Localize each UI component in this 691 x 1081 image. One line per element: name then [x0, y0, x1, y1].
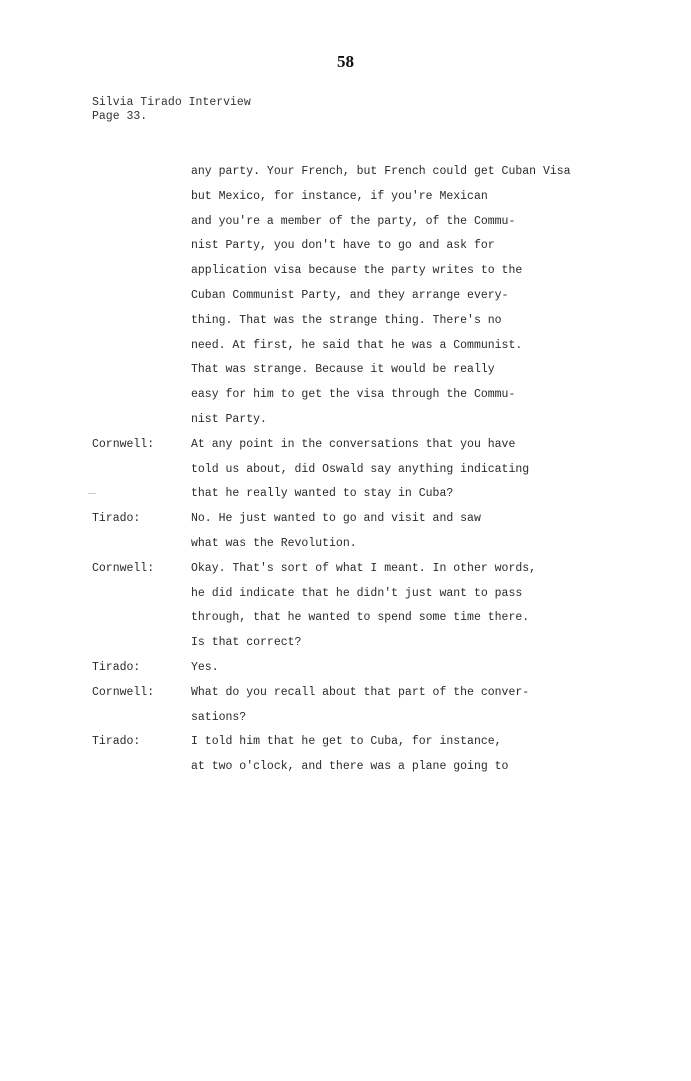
line-text: thing. That was the strange thing. There's no: [191, 313, 502, 327]
transcript-line: [0, 557, 691, 582]
transcript-line: [0, 482, 691, 507]
transcript-line: [0, 656, 691, 681]
speaker-label: Cornwell:: [92, 437, 155, 451]
line-text: sations?: [191, 710, 247, 724]
transcript-line: [0, 730, 691, 755]
transcript-line: [0, 185, 691, 210]
transcript-line: [0, 259, 691, 284]
line-text: what was the Revolution.: [191, 536, 357, 550]
line-text: that he really wanted to stay in Cuba?: [191, 487, 454, 501]
transcript-line: [0, 582, 691, 607]
line-text: need. At first, he said that he was a Communist.: [191, 338, 523, 352]
transcript-body: [0, 160, 691, 780]
line-text: At any point in the conversations that you have: [191, 437, 516, 451]
transcript-line: [0, 606, 691, 631]
line-text: No. He just wanted to go and visit and saw: [191, 512, 481, 526]
transcript-line: [0, 408, 691, 433]
speaker-label: Cornwell:: [92, 685, 155, 699]
line-text: Cuban Communist Party, and they arrange every-: [191, 288, 509, 302]
line-text: nist Party, you don't have to go and ask for: [191, 239, 495, 253]
transcript-line: [0, 458, 691, 483]
line-text: and you're a member of the party, of the Commu-: [191, 214, 516, 228]
speaker-label: Tirado:: [92, 512, 141, 526]
transcript-line: [0, 210, 691, 235]
header-title: Silvia Tirado Interview: [92, 96, 251, 109]
line-text: easy for him to get the visa through the Commu-: [191, 388, 516, 402]
speaker-label: Tirado:: [92, 735, 141, 749]
transcript-line: [0, 631, 691, 656]
transcript-line: [0, 383, 691, 408]
line-text: any party. Your French, but French could get Cuban Visa: [191, 165, 571, 178]
document-header: [92, 96, 251, 124]
line-text: Is that correct?: [191, 636, 302, 650]
transcript-line: [0, 532, 691, 557]
line-text: but Mexico, for instance, if you're Mexican: [191, 189, 488, 203]
transcript-line: [0, 309, 691, 334]
speaker-label: Cornwell:: [92, 561, 155, 575]
transcript-line: [0, 433, 691, 458]
line-text: I told him that he get to Cuba, for instance,: [191, 735, 502, 749]
header-page: Page 33.: [92, 110, 148, 123]
transcript-line: [0, 706, 691, 731]
line-text: Okay. That's sort of what I meant. In other words,: [191, 561, 537, 575]
transcript-line: [0, 284, 691, 309]
speaker-label: Tirado:: [92, 660, 141, 674]
transcript-line: [0, 358, 691, 383]
line-text: application visa because the party writes to the: [191, 264, 523, 278]
transcript-line: [0, 234, 691, 259]
transcript-line: [0, 507, 691, 532]
transcript-line: [0, 334, 691, 359]
transcript-line: [0, 755, 691, 780]
transcript-line: [0, 160, 691, 185]
transcript-line: [0, 681, 691, 706]
line-text: What do you recall about that part of the conver-: [191, 685, 530, 699]
page-number: 58: [337, 52, 354, 71]
line-text: through, that he wanted to spend some time there.: [191, 611, 530, 625]
line-text: he did indicate that he didn't just want to pass: [191, 586, 523, 600]
line-text: nist Party.: [191, 412, 267, 426]
line-text: That was strange. Because it would be really: [191, 363, 495, 377]
line-text: Yes.: [191, 660, 219, 674]
line-text: told us about, did Oswald say anything indicating: [191, 462, 530, 476]
line-text: at two o'clock, and there was a plane going to: [191, 760, 509, 774]
